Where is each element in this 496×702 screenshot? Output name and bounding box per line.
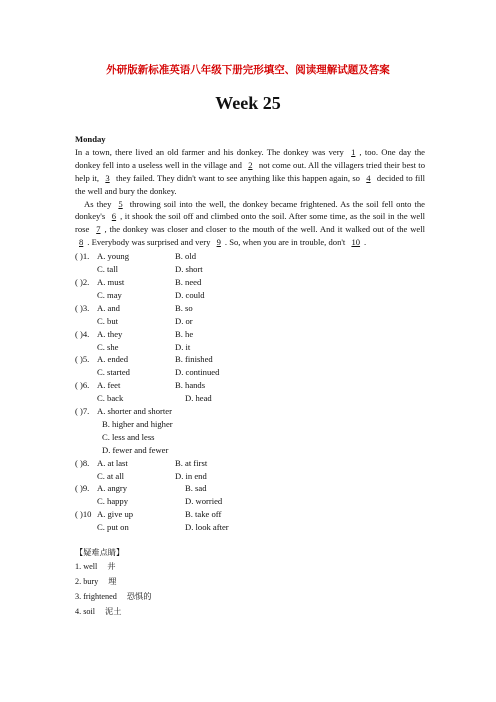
question-number: ( )10 xyxy=(75,509,92,520)
exercise-content xyxy=(75,133,425,619)
question-row xyxy=(75,276,425,289)
vocabulary-item xyxy=(75,604,425,619)
question-row xyxy=(75,302,425,315)
option-c: C. started xyxy=(97,367,130,378)
option-row xyxy=(75,392,425,405)
question-row xyxy=(75,353,425,366)
option-b: B. higher and higher xyxy=(102,418,173,429)
option-d: D. head xyxy=(185,393,212,404)
question-row xyxy=(75,508,425,521)
vocabulary-word: 3. frightened xyxy=(75,592,117,601)
option-a: A. give up xyxy=(97,509,134,520)
option-d: D. worried xyxy=(185,496,223,507)
option-b: B. take off xyxy=(185,509,222,520)
blank-9: 9 xyxy=(216,237,221,248)
blank-3: 3 xyxy=(105,172,110,183)
passage-text: . xyxy=(364,237,367,248)
question-number: ( )6. xyxy=(75,380,90,391)
option-b: B. old xyxy=(175,251,197,262)
passage-text: , too. One day the donkey fell into a useless well in the village and xyxy=(75,146,425,170)
option-c: C. tall xyxy=(97,264,119,275)
option-b: B. sad xyxy=(185,483,207,494)
option-a: A. feet xyxy=(97,380,121,391)
question-number: ( )3. xyxy=(75,302,90,313)
question-number: ( )2. xyxy=(75,276,90,287)
passage-text: . So, when you are in trouble, don't xyxy=(224,237,348,248)
option-row xyxy=(75,521,425,534)
passage-paragraph-2 xyxy=(75,198,425,250)
vocabulary-word: 1. well xyxy=(75,562,98,571)
question-number: ( )5. xyxy=(75,354,90,365)
passage-text: they failed. They didn't want to see anything like this happen again, so xyxy=(113,172,363,183)
option-c: C. less and less xyxy=(102,431,155,442)
option-c: C. at all xyxy=(97,470,124,481)
blank-4: 4 xyxy=(366,172,371,183)
blank-7: 7 xyxy=(96,224,101,235)
passage-text: throwing soil into the well, the donkey became frightened. As the soil fell onto the donkey's xyxy=(75,198,425,222)
option-d: D. in end xyxy=(175,470,207,481)
option-a: A. young xyxy=(97,251,129,262)
option-a: A. ended xyxy=(97,354,129,365)
option-c: C. may xyxy=(97,289,122,300)
question-number: ( )9. xyxy=(75,483,90,494)
question-row xyxy=(75,328,425,341)
question-row xyxy=(75,250,425,263)
passage-paragraph-1 xyxy=(75,146,425,198)
vocabulary-meaning: 井 xyxy=(107,561,116,571)
vocabulary-item xyxy=(75,559,425,574)
vocabulary-meaning: 泥土 xyxy=(105,606,122,616)
option-row xyxy=(75,263,425,276)
passage-text: , the donkey was closer and closer to the mouth of the well. And it walked out of the well xyxy=(104,224,425,235)
option-d: D. fewer and fewer xyxy=(102,444,169,455)
question-number: ( )8. xyxy=(75,457,90,468)
passage-text: decided to fill the well and bury the donkey. xyxy=(75,172,425,196)
option-b: B. need xyxy=(175,276,202,287)
option-c: C. but xyxy=(97,315,119,326)
passage-text: , it shook the soil off and climbed onto the soil. After some time, as the soil in the well rose xyxy=(75,211,426,235)
option-b: B. finished xyxy=(175,354,213,365)
question-number: ( )7. xyxy=(75,406,90,417)
vocabulary-item xyxy=(75,574,425,589)
question-row xyxy=(75,379,425,392)
option-c: C. put on xyxy=(97,522,129,533)
question-number: ( )1. xyxy=(75,251,90,262)
option-d: D. continued xyxy=(175,367,220,378)
option-a: A. they xyxy=(97,328,123,339)
passage-text: As they xyxy=(84,198,115,209)
option-a: A. and xyxy=(97,302,120,313)
document-title: 外研版新标准英语八年级下册完形填空、阅读理解试题及答案 xyxy=(106,64,390,76)
vocabulary-word: 4. soil xyxy=(75,607,96,616)
blank-1: 1 xyxy=(351,146,356,157)
passage-text: . Everybody was surprised and very xyxy=(87,237,213,248)
option-d: D. or xyxy=(175,315,193,326)
option-a: A. at last xyxy=(97,457,128,468)
question-row xyxy=(75,457,425,470)
option-row xyxy=(75,495,425,508)
option-d: D. look after xyxy=(185,522,229,533)
blank-6: 6 xyxy=(111,211,117,222)
vocabulary-meaning: 恐惧的 xyxy=(126,591,152,601)
vocabulary-word: 2. bury xyxy=(75,577,99,586)
option-d: D. short xyxy=(175,264,203,275)
option-row xyxy=(75,289,425,302)
passage-text: not come out. All the villagers tried their best to help it, xyxy=(75,159,425,183)
blank-5: 5 xyxy=(118,198,123,209)
option-b: B. hands xyxy=(175,380,206,391)
option-a: A. must xyxy=(97,276,125,287)
question-list xyxy=(75,250,425,534)
blank-2: 2 xyxy=(248,159,253,170)
week-heading: Week 25 xyxy=(215,93,281,113)
option-a: A. shorter and shorter xyxy=(97,406,172,417)
option-c: C. back xyxy=(97,393,124,404)
option-row xyxy=(75,366,425,379)
vocabulary-item xyxy=(75,589,425,604)
vocabulary-heading: 【疑难点睛】 xyxy=(75,547,125,558)
option-c: C. she xyxy=(97,341,119,352)
option-d: D. could xyxy=(175,289,205,300)
vocabulary-meaning: 埋 xyxy=(108,576,117,586)
option-b: B. he xyxy=(175,328,194,339)
blank-8: 8 xyxy=(79,237,84,248)
option-c: C. happy xyxy=(97,496,129,507)
blank-10: 10 xyxy=(351,237,361,248)
option-b: B. so xyxy=(175,302,193,313)
question-row xyxy=(75,405,425,418)
option-b: B. at first xyxy=(175,457,208,468)
option-row xyxy=(75,315,425,328)
question-row xyxy=(75,482,425,495)
option-row xyxy=(75,341,425,354)
option-row xyxy=(75,470,425,483)
option-d: D. it xyxy=(175,341,191,352)
passage-text: In a town, there lived an old farmer and his donkey. The donkey was very xyxy=(75,146,348,157)
question-number: ( )4. xyxy=(75,328,90,339)
day-label: Monday xyxy=(75,134,106,144)
option-a: A. angry xyxy=(97,483,128,494)
